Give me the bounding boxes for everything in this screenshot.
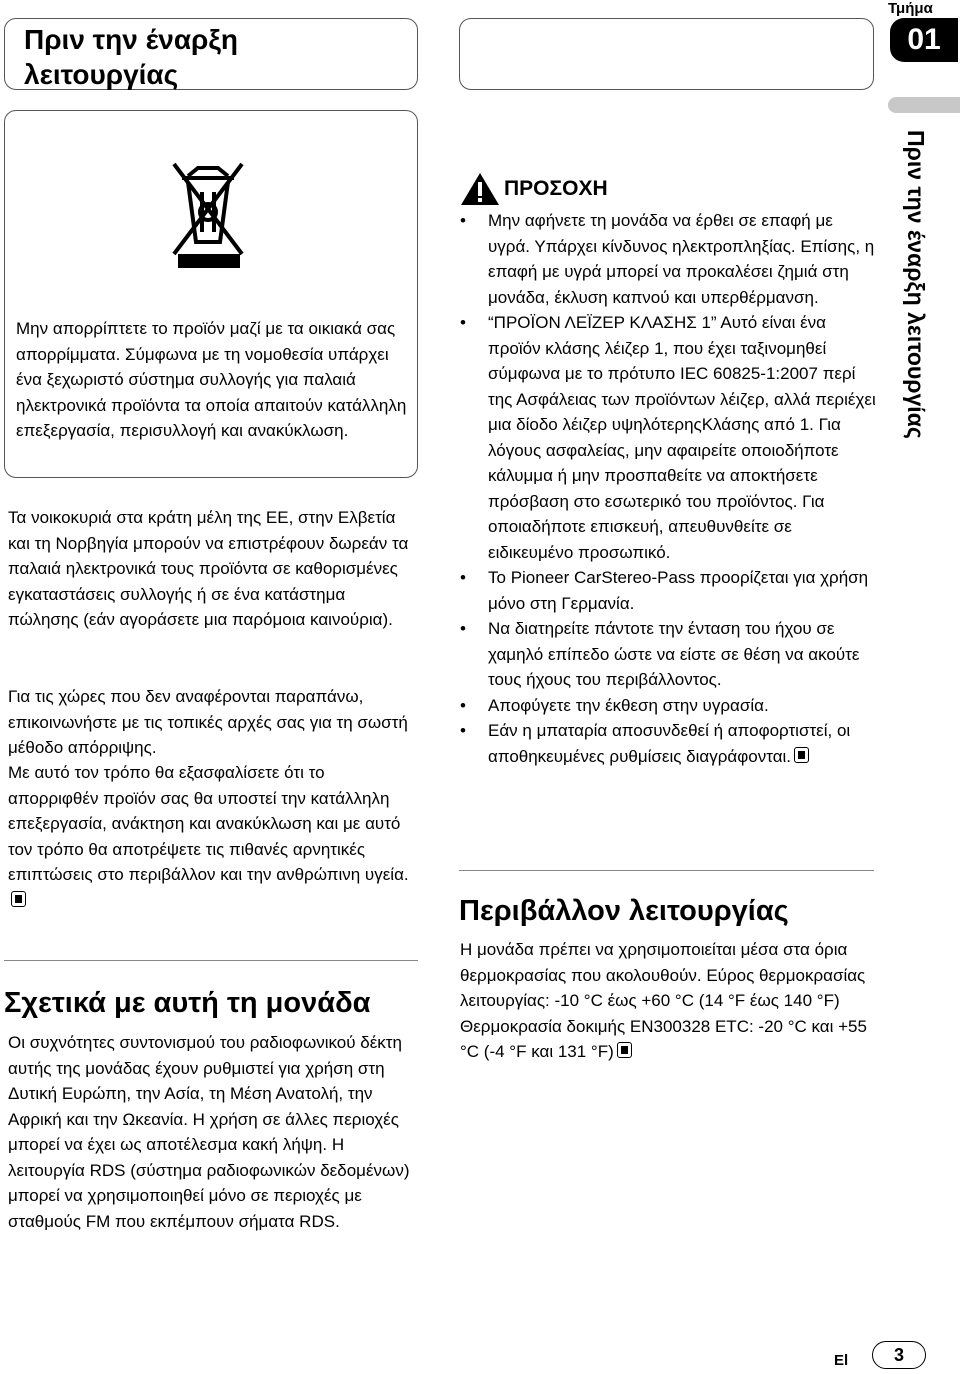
disposal-paragraph-3: Με αυτό τον τρόπο θα εξασφαλίσετε ότι το απορριφθέν προϊόν σας θα υποστεί την κατάλληλη επεξεργασία, ανάκτηση και ανακύκλωση και με αυτό τον τρόπο θα αποτρέψετε τις πιθανές αρνητικές επιπτώσεις στο περιβάλλον και την ανθρώπινη υγεία. bbox=[8, 763, 409, 884]
section-divider bbox=[4, 960, 418, 961]
crossed-out-bin-icon bbox=[168, 158, 248, 270]
list-item-text: Εάν η μπαταρία αποσυνδεθεί ή αποφορτιστεί, οι αποθηκευμένες ρυθμίσεις διαγράφονται. bbox=[488, 721, 851, 766]
caution-heading: ΠΡΟΣΟΧΗ bbox=[504, 177, 608, 200]
caution-heading-row bbox=[460, 172, 608, 206]
environment-text-container bbox=[460, 937, 874, 1065]
side-section-label: Πριν την έναρξη λειτουργίας bbox=[903, 130, 929, 439]
disposal-paragraph-1: Τα νοικοκυριά στα κράτη μέλη της ΕΕ, στην Ελβετία και τη Νορβηγία μπορούν να επιστρέφουν δωρεάν τα παλαιά ηλεκτρονικά τους προϊόντα σε καθορισμένες εγκαταστάσεις συλλογής ή σε ένα κατάστημα πώλησης (εάν αγοράσετε μια παρόμοια καινούρια). bbox=[8, 508, 409, 629]
warning-icon bbox=[460, 172, 500, 206]
list-item bbox=[458, 718, 878, 769]
language-code: El bbox=[834, 1352, 849, 1369]
page-title: Πριν την έναρξη λειτουργίας bbox=[24, 24, 238, 90]
environment-heading: Περιβάλλον λειτουργίας bbox=[459, 895, 789, 927]
side-section-label-container bbox=[894, 130, 938, 460]
list-item: • “ΠΡΟΪΟΝ ΛΕΪΖΕΡ ΚΛΑΣΗΣ 1” Αυτό είναι ένα προϊόν κλάσης λέιζερ 1, που έχει ταξινομηθεί σύμφωνα με το πρότυπο IEC 60825-1:2007 περί της Ασφάλειας των προϊόντων λέιζερ, αλλά περιέχει μια δίοδο λέιζερ υψηλότερηςΚλάσης από 1. Για λόγους ασφαλείας, μην αφαιρείτε οποιοδήποτε κάλυμμα ή μην προσπαθείτε να αποκτήσετε πρόσβαση στο εσωτερικό του προϊόντος. Για οποιαδήποτε επισκευή, απευθυνθείτε σε ειδικευμένο προσωπικό. bbox=[458, 310, 878, 565]
header-blank-box bbox=[459, 18, 874, 90]
caution-list bbox=[458, 208, 878, 769]
end-mark-icon bbox=[794, 747, 809, 763]
section-label: Τμήμα bbox=[888, 0, 933, 17]
weee-text: Μην απορρίπτετε το προϊόν μαζί με τα οικιακά σας απορρίμματα. Σύμφωνα με τη νομοθεσία υπάρχει ένα ξεχωριστό σύστημα συλλογής για παλαιά ηλεκτρονικά προϊόντα τα οποία απαιτούν κατάλληλη επεξεργασία, περισυλλογή και ανακύκλωση. bbox=[16, 319, 407, 440]
environment-text: Η μονάδα πρέπει να χρησιμοποιείται μέσα στα όρια θερμοκρασίας που ακολουθούν. Εύρος θερμοκρασίας λειτουργίας: -10 °C έως +60 °C (14 °F έως 140 °F) Θερμοκρασία δοκιμής EN300328 ETC: -20 °C και +55 °C (-4 °F και 131 °F) bbox=[460, 940, 867, 1061]
list-item: • Το Pioneer CarStereo-Pass προορίζεται για χρήση μόνο στη Γερμανία. bbox=[458, 565, 878, 616]
section-divider bbox=[459, 870, 874, 871]
page-number: 3 bbox=[872, 1341, 926, 1369]
section-number-badge: 01 bbox=[890, 18, 958, 62]
disposal-paragraph-2: Για τις χώρες που δεν αναφέρονται παραπάνω, επικοινωνήστε με τις τοπικές αρχές σας για τη σωστή μέθοδο απόρριψης. bbox=[8, 687, 408, 757]
end-mark-icon bbox=[11, 891, 26, 907]
list-item: • Μην αφήνετε τη μονάδα να έρθει σε επαφή με υγρά. Υπάρχει κίνδυνος ηλεκτροπληξίας. Επίσης, η επαφή με υγρά μπορεί να προκαλέσει ζημιά στη μονάδα, έκλυση καπνού και υπερθέρμανση. bbox=[458, 208, 878, 310]
list-item: • Αποφύγετε την έκθεση στην υγρασία. bbox=[458, 693, 878, 719]
disposal-paragraph-3-container bbox=[8, 760, 416, 913]
section-tab-bar bbox=[888, 97, 960, 113]
end-mark-icon bbox=[617, 1042, 632, 1058]
about-heading: Σχετικά με αυτή τη μονάδα bbox=[4, 987, 371, 1019]
list-item: • Να διατηρείτε πάντοτε την ένταση του ήχου σε χαμηλό επίπεδο ώστε να είστε σε θέση να ακούτε τους ήχους του περιβάλλοντος. bbox=[458, 616, 878, 693]
about-text: Οι συχνότητες συντονισμού του ραδιοφωνικού δέκτη αυτής της μονάδας έχουν ρυθμιστεί για χρήση στη Δυτική Ευρώπη, την Ασία, τη Μέση Ανατολή, την Αφρική και την Ωκεανία. Η χρήση σε άλλες περιοχές μπορεί να έχει ως αποτέλεσμα κακή λήψη. Η λειτουργία RDS (σύστημα ραδιοφωνικών δεδομένων) μπορεί να χρησιμοποιηθεί μόνο σε περιοχές με σταθμούς FM που εκπέμπουν σήματα RDS. bbox=[8, 1033, 410, 1231]
